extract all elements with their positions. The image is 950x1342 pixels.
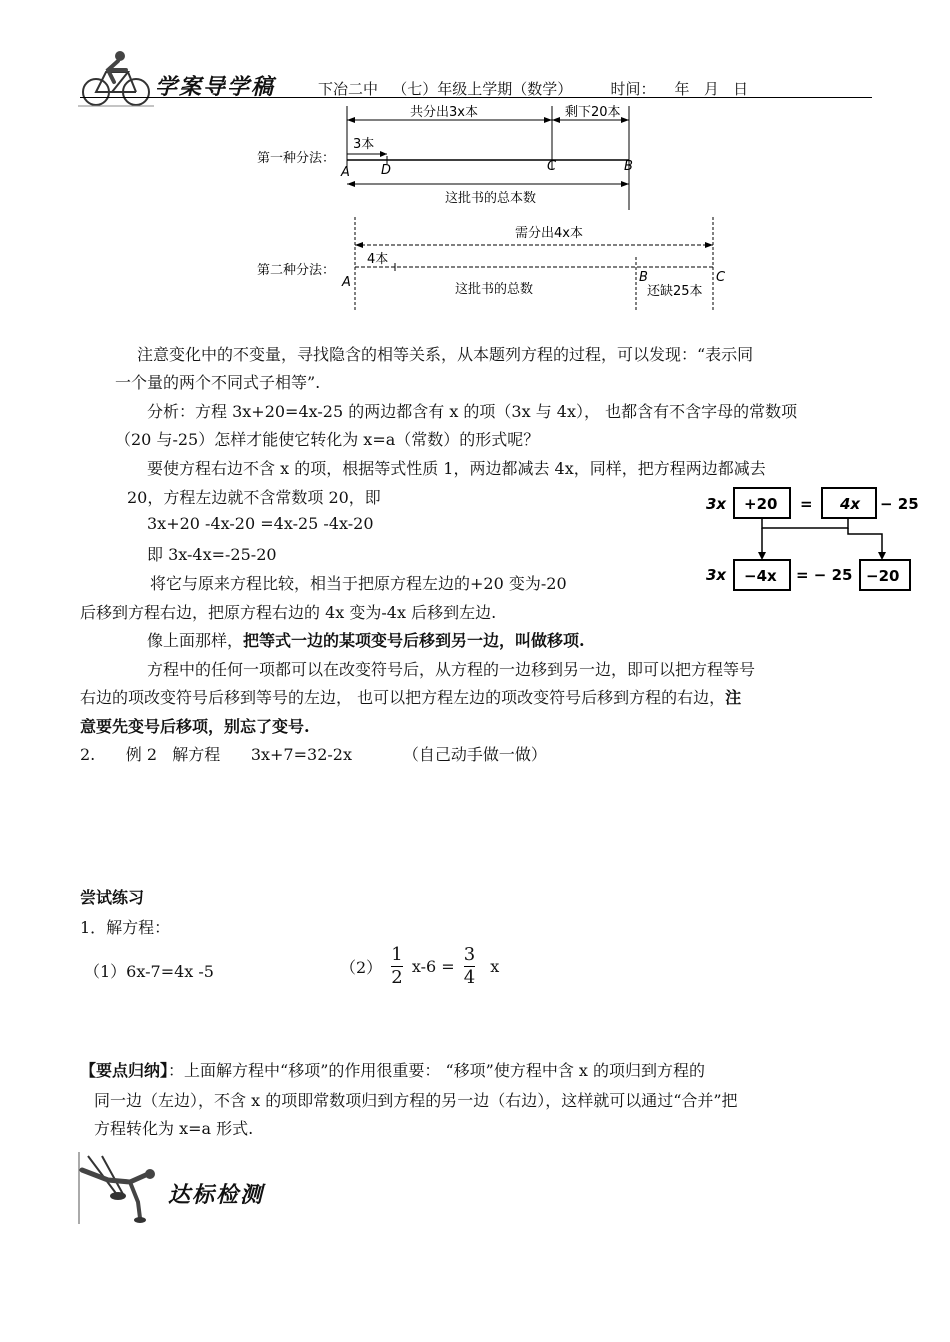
header-info: 下冶二中 （七）年级上学期（数学） 时间： 年 月 日 — [318, 80, 749, 98]
para-5-pre: 像上面那样， — [147, 631, 244, 650]
gymnast-icon — [78, 1152, 168, 1224]
box-row1-minus25: − 25 — [880, 495, 919, 513]
para-4b: 后移到方程右边，把原方程右边的 4x 变为-4x 后移到左边. — [80, 603, 497, 622]
summary-label: 【要点归纳】 — [80, 1061, 169, 1080]
diagram1-point-C: C — [547, 159, 557, 174]
para-4a: 将它与原来方程比较，相当于把原方程左边的+20 变为-20 — [150, 574, 567, 593]
summary-text-1: ：上面解方程中“移项”的作用很重要： “移项”使方程中含 x 的项归到方程的 — [168, 1061, 706, 1080]
q1-2-prefix: （2） — [340, 958, 383, 977]
para-6b-bold: 注 — [725, 688, 742, 707]
diagram1-point-B: B — [624, 159, 633, 174]
practice-title: 尝试练习 — [80, 888, 145, 907]
diagram2-short-label: 还缺25本 — [647, 284, 703, 299]
header-cyclist-logo — [78, 48, 154, 108]
summary-line-2: 同一边（左边），不含 x 的项即常数项归到方程的另一边（右边），这样就可以通过“合并”把 — [94, 1091, 738, 1110]
para-1a: 注意变化中的不变量，寻找隐含的相等关系，从本题列方程的过程，可以发现：“表示同 — [137, 345, 754, 364]
fraction-three-quarters: $\frac{3}{4}$ — [463, 944, 476, 988]
box-row2-minus20: −20 — [866, 567, 900, 585]
footer-gymnast-logo — [78, 1152, 168, 1224]
diagram1-bottom-label: 这批书的总本数 — [445, 191, 537, 206]
diagram1-top-label: 共分出3x本 — [410, 105, 478, 120]
q1-2-post: x — [490, 957, 500, 976]
segment-diagram-1 — [255, 100, 655, 210]
segment-diagram-2 — [255, 215, 735, 315]
header-title: 学案导学稿 — [155, 74, 276, 100]
practice-q1-2 — [340, 944, 499, 989]
diagram2-point-A: A — [342, 275, 351, 290]
para-1b: 一个量的两个不同式子相等”. — [115, 373, 321, 392]
diagram1-small: 3本 — [353, 137, 375, 152]
box-row1-4x: 4x — [840, 495, 861, 513]
box-row2-minus4x: −4x — [744, 567, 777, 585]
box-row1-eq: = — [800, 495, 813, 513]
diagram2-label: 第二种分法： — [257, 263, 336, 278]
para-6b — [80, 685, 741, 708]
practice-q1: 1．解方程： — [80, 918, 171, 937]
example-2: 2. 例 2 解方程 3x+7=32-2x （自己动手做一做） — [80, 745, 547, 764]
diagram1-label: 第一种分法： — [257, 151, 336, 166]
diagram2-point-B: B — [639, 270, 648, 285]
diagram2-bottom-label: 这批书的总数 — [455, 282, 534, 297]
para-6c: 意要先变号后移项，别忘了变号. — [80, 717, 310, 736]
diagram2-point-C: C — [716, 270, 726, 285]
equation-1: 3x+20 -4x-20 =4x-25 -4x-20 — [147, 514, 374, 533]
para-5 — [147, 628, 585, 651]
summary-line-3: 方程转化为 x=a 形式. — [94, 1119, 254, 1138]
practice-q1-1: （1）6x-7=4x -5 — [84, 962, 214, 981]
para-3b: 20，方程左边就不含常数项 20，即 — [127, 488, 381, 507]
diagram1-left-sub: 剩下20本 — [565, 105, 621, 120]
para-3a: 要使方程右边不含 x 的项，根据等式性质 1，两边都减去 4x，同样，把方程两边都减去 — [147, 459, 766, 478]
para-6a: 方程中的任何一项都可以在改变符号后，从方程的一边移到另一边，即可以把方程等号 — [147, 660, 756, 679]
box-row2-3x: 3x — [706, 566, 727, 584]
box-row1-3x: 3x — [706, 495, 727, 513]
footer-title: 达标检测 — [168, 1182, 265, 1208]
diagram1-point-D: D — [381, 163, 392, 178]
header-rule — [80, 97, 872, 98]
para-2a: 分析：方程 3x+20=4x-25 的两边都含有 x 的项（3x 与 4x）， 也都含有不含字母的常数项 — [147, 402, 798, 421]
box-row2-eq: = − 25 — [796, 566, 853, 584]
q1-2-mid: x-6 = — [411, 957, 455, 976]
diagram1-point-A: A — [341, 165, 350, 180]
cyclist-icon — [78, 48, 154, 108]
transposition-box-diagram — [700, 482, 920, 592]
diagram2-small: 4本 — [367, 252, 389, 267]
diagram2-top-label: 需分出4x本 — [515, 226, 583, 241]
para-2b: （20 与-25）怎样才能使它转化为 x=a（常数）的形式呢？ — [115, 430, 540, 449]
fraction-one-half: $\frac{1}{2}$ — [391, 944, 403, 988]
para-6b-pre: 右边的项改变符号后移到等号的左边， 也可以把方程左边的项改变符号后移到方程的右边， — [80, 688, 726, 707]
summary-line-1 — [80, 1058, 705, 1081]
box-row1-plus20: +20 — [744, 495, 778, 513]
transposition-definition: 把等式一边的某项变号后移到另一边，叫做移项. — [243, 631, 585, 650]
equation-2: 即 3x-4x=-25-20 — [147, 545, 277, 564]
